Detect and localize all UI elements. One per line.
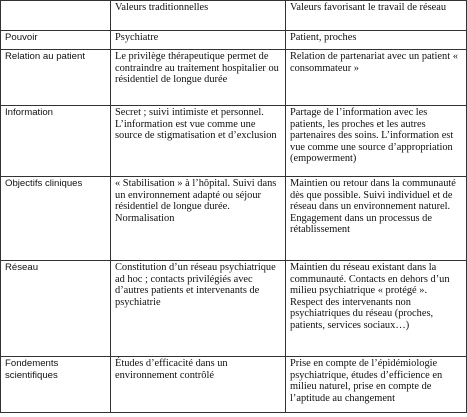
header-cell-empty (1, 1, 111, 31)
cell-network: Maintien ou retour dans la communauté dès que possible. Suivi individuel et de réseau dans un environnement naturel. Engagement dans un processus de rétablissement (286, 177, 467, 261)
row-label: Objectifs cliniques (1, 177, 111, 261)
cell-network: Partage de l’information avec les patients, les proches et les autres partenaires des soins. L’information est vue comme une source d’appropriation (empowerment) (286, 106, 467, 177)
cell-traditional: « Stabilisation » à l’hôpital. Suivi dans un environnement adapté ou séjour résidentiel de longue durée. Normalisation (111, 177, 286, 261)
cell-traditional: Le privilège thérapeutique permet de contraindre au traitement hospitalier ou résidentiel de longue durée (111, 50, 286, 106)
table-row (1, 31, 467, 50)
header-label: Valeurs favorisant le travail de réseau (290, 2, 447, 13)
header-cell-traditional (111, 1, 286, 31)
table-row (1, 177, 467, 261)
cell-traditional: Constitution d’un réseau psychiatrique ad hoc ; contacts privilégiés avec d’autres patients et intervenants de psychiatrie (111, 261, 286, 357)
cell-network: Relation de partenariat avec un patient « consommateur » (286, 50, 467, 106)
table-row (1, 106, 467, 177)
table-row (1, 357, 467, 413)
table-row (1, 261, 467, 357)
cell-traditional: Études d’efficacité dans un environnement contrôlé (111, 357, 286, 413)
row-label: Relation au patient (1, 50, 111, 106)
row-label: Pouvoir (1, 31, 111, 50)
cell-network: Patient, proches (286, 31, 467, 50)
cell-network: Prise en compte de l’épidémiologie psychiatrique, études d’efficience en milieu naturel, prise en compte de l’aptitude au changement (286, 357, 467, 413)
cell-network: Maintien du réseau existant dans la communauté. Contacts en dehors d’un milieu psychiatrique « protégé ». Respect des intervenants non psychiatriques du réseau (proches, patients, services sociaux…) (286, 261, 467, 357)
header-row (1, 1, 467, 31)
row-label: Réseau (1, 261, 111, 357)
table-row (1, 50, 467, 106)
cell-traditional: Psychiatre (111, 31, 286, 50)
header-label: Valeurs traditionnelles (115, 2, 209, 13)
cell-traditional: Secret ; suivi intimiste et personnel. L’information est vue comme une source de stigmatisation et d’exclusion (111, 106, 286, 177)
row-label: Fondements scientifiques (1, 357, 111, 413)
row-label: Information (1, 106, 111, 177)
header-cell-network (286, 1, 467, 31)
